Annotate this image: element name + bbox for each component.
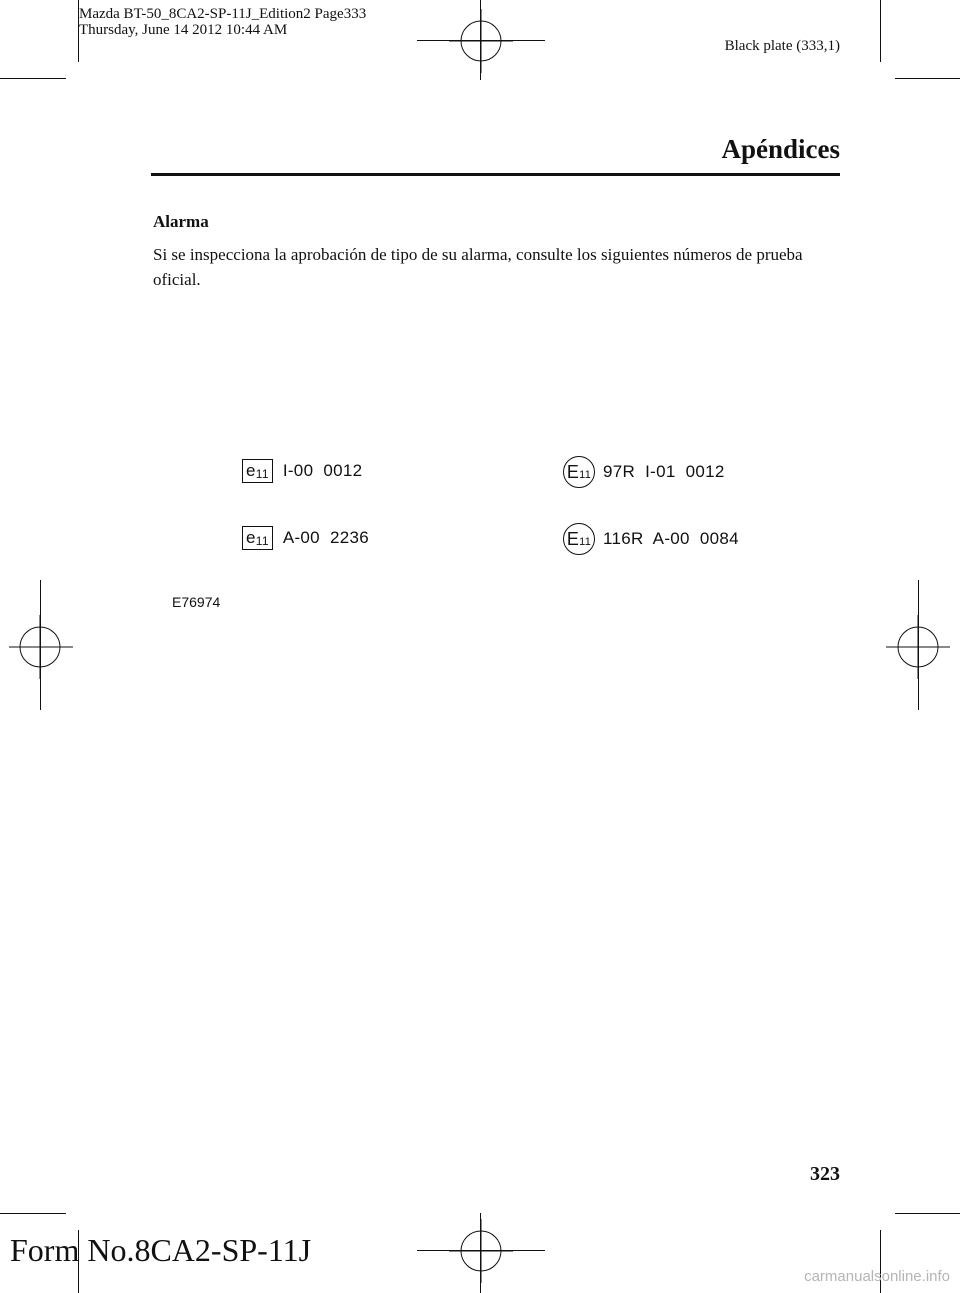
approval-mark-letter: E xyxy=(566,461,580,482)
print-file-line: Mazda BT-50_8CA2-SP-11J_Edition2 Page333 xyxy=(79,6,367,22)
approval-mark-number: 11 xyxy=(255,467,269,481)
approval-item xyxy=(563,456,725,488)
approval-number: A-00 2236 xyxy=(282,528,370,547)
figure-code: E76974 xyxy=(172,594,221,610)
registration-mark-right xyxy=(886,615,950,679)
plate-label: Black plate (333,1) xyxy=(724,38,840,54)
e-approval-mark xyxy=(242,526,273,550)
page-number: 323 xyxy=(810,1163,840,1185)
alarm-heading: Alarma xyxy=(153,212,209,231)
e-approval-mark xyxy=(242,459,273,483)
approval-mark-number: 11 xyxy=(579,469,592,481)
approval-item xyxy=(242,459,362,483)
approval-item xyxy=(242,526,369,550)
approval-mark-number: 11 xyxy=(255,534,269,548)
e-circle-approval-mark xyxy=(563,456,595,488)
approval-mark-number: 11 xyxy=(579,536,592,548)
print-date-line: Thursday, June 14 2012 10:44 AM xyxy=(79,22,288,38)
title-rule xyxy=(151,173,840,176)
approval-number: 116R A-00 0084 xyxy=(603,529,739,548)
alarm-body-text: Si se inspecciona la aprobación de tipo de su alarma, consulte los siguientes números de prueba oficial. xyxy=(153,245,803,289)
approval-number: 97R I-01 0012 xyxy=(603,462,725,481)
approval-mark-letter: e xyxy=(246,461,256,480)
watermark-link[interactable]: carmanualsonline.info xyxy=(804,1268,950,1285)
form-number: Form No.8CA2-SP-11J xyxy=(10,1232,312,1268)
approval-item xyxy=(563,523,739,555)
approval-number: I-00 0012 xyxy=(282,461,363,480)
approval-mark-letter: E xyxy=(566,528,580,549)
registration-mark-top xyxy=(449,9,513,73)
registration-mark-bottom xyxy=(449,1219,513,1283)
approval-mark-letter: e xyxy=(246,528,256,547)
e-circle-approval-mark xyxy=(563,523,595,555)
section-title: Apéndices xyxy=(721,134,840,164)
registration-mark-left xyxy=(9,615,73,679)
